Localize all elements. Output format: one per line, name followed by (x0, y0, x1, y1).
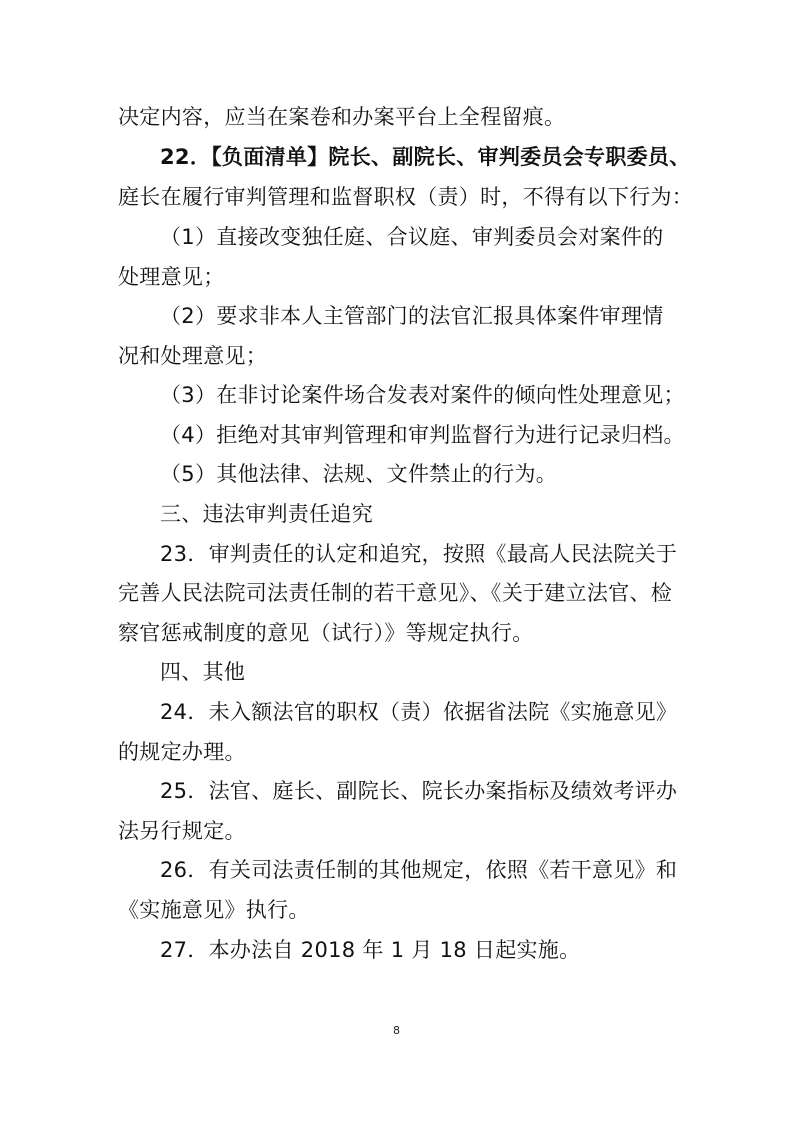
page-number: 8 (393, 1024, 400, 1037)
paragraph-line: 的规定办理。 (118, 740, 246, 764)
article-25: 25．法官、庭长、副院长、院长办案指标及绩效考评办 (160, 779, 678, 803)
paragraph-line: 法另行规定。 (118, 819, 246, 843)
list-item-1: （1）直接改变独任庭、合议庭、审判委员会对案件的 (160, 225, 664, 249)
paragraph-line: 庭长在履行审判管理和监督职权（责）时，不得有以下行为： (118, 185, 694, 209)
paragraph-line: 况和处理意见； (118, 344, 268, 368)
paragraph-line: 决定内容，应当在案卷和办案平台上全程留痕。 (118, 105, 566, 129)
article-27: 27．本办法自 2018 年 1 月 18 日起实施。 (160, 938, 581, 962)
list-item-5: （5）其他法律、法规、文件禁止的行为。 (160, 462, 558, 486)
paragraph-line: 处理意见； (118, 265, 225, 289)
section-heading-3: 三、违法审判责任追究 (160, 502, 373, 526)
article-23: 23．审判责任的认定和追究，按照《最高人民法院关于 (160, 542, 678, 566)
list-item-4: （4）拒绝对其审判管理和审判监督行为进行记录归档。 (160, 423, 685, 447)
paragraph-line: 察官惩戒制度的意见（试行）》等规定执行。 (118, 621, 534, 645)
paragraph-line: 完善人民法院司法责任制的若干意见》、《关于建立法官、检 (118, 581, 673, 605)
article-24: 24．未入额法官的职权（责）依据省法院《实施意见》 (160, 700, 678, 724)
paragraph-line: 《实施意见》执行。 (118, 898, 310, 922)
section-22-heading: 22．【负面清单】院长、副院长、审判委员会专职委员、 (160, 145, 691, 169)
list-item-2: （2）要求非本人主管部门的法官汇报具体案件审理情 (160, 304, 664, 328)
article-26: 26．有关司法责任制的其他规定，依照《若干意见》和 (160, 858, 678, 882)
list-item-3: （3）在非讨论案件场合发表对案件的倾向性处理意见； (160, 383, 685, 407)
section-heading-4: 四、其他 (160, 660, 246, 684)
